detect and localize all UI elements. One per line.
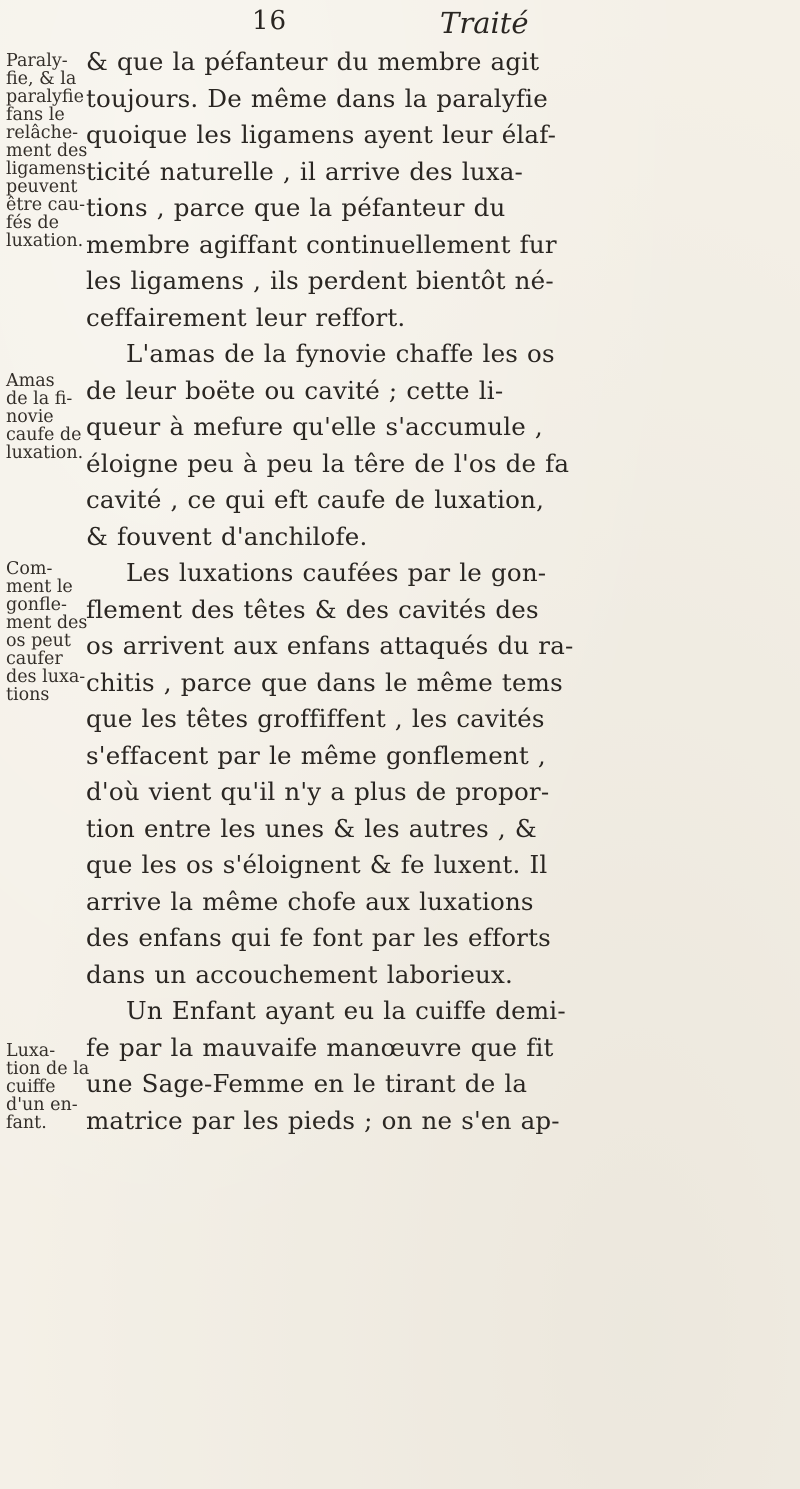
main-text	[86, 44, 790, 1139]
margin-note-line: Luxa-	[6, 1041, 56, 1061]
text-line: chitis , parce que dans le même tems	[86, 667, 563, 697]
margin-note-line: être cau-	[6, 195, 86, 215]
text-line: éloigne peu à peu la têre de l'os de fa	[86, 448, 570, 478]
margin-note-line: caufer	[6, 649, 63, 669]
margin-note-line: luxation.	[6, 443, 84, 463]
text-line: tion entre les unes & les autres , &	[86, 813, 537, 843]
running-title: Traité	[440, 6, 529, 40]
margin-note-line: luxation.	[6, 231, 84, 251]
margin-note-line: fie, & la	[6, 69, 77, 89]
margin-note-line: fant.	[6, 1113, 47, 1133]
text-line: flement des têtes & des cavités des	[86, 594, 539, 624]
text-line: toujours. De même dans la paralyfie	[86, 83, 548, 113]
margin-note-line: tions	[6, 685, 50, 705]
margin-note-amas	[6, 372, 84, 462]
text-line: cavité , ce qui eft caufe de luxation,	[86, 485, 545, 514]
margin-note-line: paralyfie	[6, 87, 84, 107]
margin-note-line: de la fi-	[6, 389, 73, 409]
text-line: ceffairement leur reffort.	[86, 302, 406, 332]
margin-note-line: ment des	[6, 613, 88, 633]
text-line: de leur boëte ou cavité ; cette li-	[86, 375, 504, 405]
margin-note-line: ment le	[6, 577, 73, 597]
text-line: & fouvent d'anchilofe.	[86, 521, 368, 551]
margin-note-line: ligamens	[6, 159, 87, 179]
margin-note-line: Amas	[6, 371, 55, 391]
text-line: membre agiffant continuellement fur	[86, 229, 557, 259]
text-line: dans un accouchement laborieux.	[86, 959, 514, 989]
margin-note-paralysie	[6, 51, 88, 251]
text-line: Les luxations caufées par le gon-	[126, 558, 547, 587]
text-line: matrice par les pieds ; on ne s'en ap-	[86, 1105, 560, 1135]
margin-note-line: fés de	[6, 213, 59, 233]
text-line: que les têtes groffiffent , les cavités	[86, 704, 545, 733]
text-line: s'effacent par le même gonflement ,	[86, 740, 546, 770]
text-line: & que la péfanteur du membre agit	[86, 47, 540, 76]
margin-note-line: ment des	[6, 141, 88, 161]
text-line: tions , parce que la péfanteur du	[86, 193, 506, 222]
margin-note-line: Com-	[6, 559, 53, 579]
margin-note-luxation-cuisse	[6, 1041, 90, 1133]
text-line: quoique les ligamens ayent leur élaf-	[86, 120, 557, 149]
text-line: ticité naturelle , il arrive des luxa-	[86, 156, 524, 186]
page-header	[0, 6, 800, 46]
margin-note-line: gonfle-	[6, 595, 67, 615]
text-line: que les os s'éloignent & fe luxent. Il	[86, 850, 548, 879]
margin-note-line: cuiffe	[6, 1077, 56, 1097]
margin-note-line: Paraly-	[6, 51, 68, 71]
margin-note-line: caufe de	[6, 425, 82, 445]
margin-note-line: novie	[6, 407, 54, 427]
margin-note-line: d'un en-	[6, 1095, 78, 1115]
text-line: arrive la même chofe aux luxations	[86, 886, 534, 916]
text-line: fe par la mauvaife manœuvre que fit	[86, 1032, 554, 1062]
margin-note-gonflement	[6, 559, 88, 705]
text-line: d'où vient qu'il n'y a plus de propor-	[86, 777, 550, 806]
text-line: L'amas de la fynovie chaffe les os	[126, 339, 555, 368]
margin-note-line: peuvent	[6, 177, 78, 197]
text-line: une Sage-Femme en le tirant de la	[86, 1069, 528, 1098]
margin-note-line: fans le	[6, 105, 65, 125]
margin-note-line: tion de la	[6, 1059, 90, 1079]
margin-note-line: os peut	[6, 631, 71, 651]
text-line: des enfans qui fe font par les efforts	[86, 923, 551, 952]
text-line: os arrivent aux enfans attaqués du ra-	[86, 631, 574, 660]
margin-note-line: des luxa-	[6, 667, 86, 687]
margin-notes	[0, 0, 90, 1489]
text-line: Un Enfant ayant eu la cuiffe demi-	[126, 996, 566, 1025]
text-line: les ligamens , ils perdent bientôt né-	[86, 266, 554, 295]
margin-note-line: relâche-	[6, 123, 79, 143]
text-line: queur à mefure qu'elle s'accumule ,	[86, 412, 543, 441]
page-number: 16	[252, 6, 288, 36]
